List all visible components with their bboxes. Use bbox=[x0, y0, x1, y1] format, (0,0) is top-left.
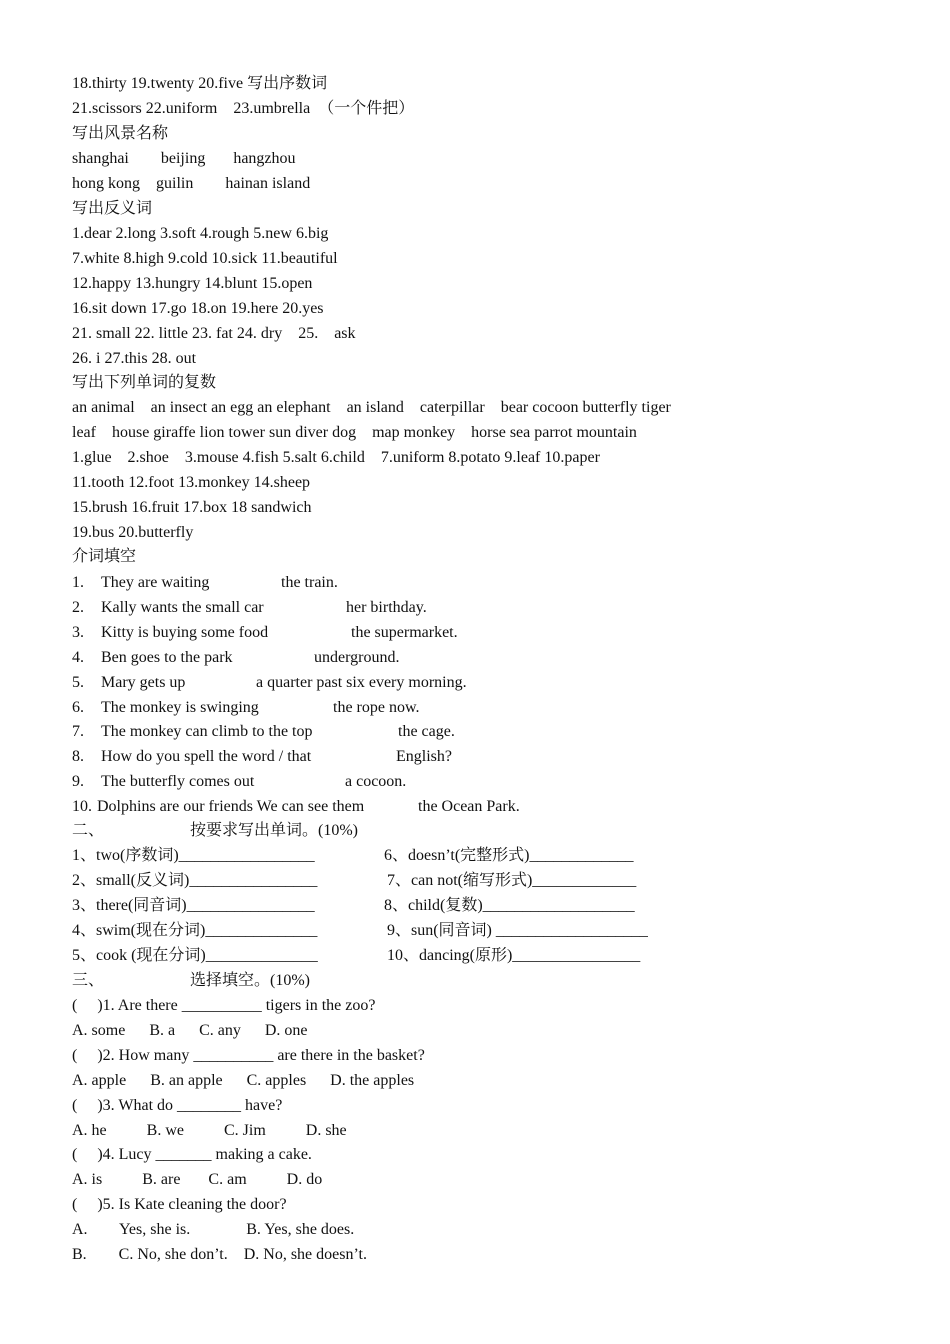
text-line: shanghai beijing hangzhou bbox=[72, 150, 296, 167]
question-stem: ( )2. How many __________ are there in the basket? bbox=[72, 1047, 425, 1064]
item-text-after-blank: underground. bbox=[314, 649, 400, 666]
item-text: Mary gets up bbox=[101, 674, 186, 691]
item-number: 1. bbox=[72, 574, 84, 591]
preposition-item bbox=[72, 671, 772, 695]
section-heading: 介词填空 bbox=[72, 548, 137, 565]
preposition-item bbox=[72, 795, 772, 819]
preposition-item bbox=[72, 621, 772, 645]
question-item: 6、doesn’t(完整形式)_____________ bbox=[384, 847, 634, 864]
preposition-item bbox=[72, 646, 772, 670]
text-line: an animal an insect an egg an elephant an island caterpillar bear cocoon butterfly tiger bbox=[72, 399, 671, 416]
section-2-row bbox=[72, 944, 772, 968]
question-item: 4、swim(现在分词)______________ bbox=[72, 922, 318, 939]
answer-options: A. is B. are C. am D. do bbox=[72, 1171, 323, 1188]
section-number: 三、 bbox=[72, 972, 105, 989]
text-line: 16.sit down 17.go 18.on 19.here 20.yes bbox=[72, 300, 324, 317]
item-text-after-blank: the supermarket. bbox=[351, 624, 458, 641]
item-number: 10. bbox=[72, 798, 92, 815]
item-text-after-blank: her birthday. bbox=[346, 599, 427, 616]
question-item: 7、can not(缩写形式)_____________ bbox=[387, 872, 637, 889]
item-text: They are waiting bbox=[101, 574, 210, 591]
item-text-after-blank: a cocoon. bbox=[345, 773, 407, 790]
answer-options: B. C. No, she don’t. D. No, she doesn’t. bbox=[72, 1246, 367, 1263]
item-number: 6. bbox=[72, 699, 84, 716]
text-line: 15.brush 16.fruit 17.box 18 sandwich bbox=[72, 499, 312, 516]
text-line: 1.dear 2.long 3.soft 4.rough 5.new 6.big bbox=[72, 225, 329, 242]
section-3-header bbox=[72, 969, 772, 993]
item-number: 3. bbox=[72, 624, 84, 641]
preposition-item bbox=[72, 745, 772, 769]
item-text-after-blank: the train. bbox=[281, 574, 338, 591]
item-text: How do you spell the word / that bbox=[101, 748, 312, 765]
question-stem: ( )5. Is Kate cleaning the door? bbox=[72, 1196, 287, 1213]
section-heading: 写出下列单词的复数 bbox=[72, 374, 217, 391]
text-line: 26. i 27.this 28. out bbox=[72, 350, 197, 367]
item-text: Kally wants the small car bbox=[101, 599, 264, 616]
section-2-header bbox=[72, 819, 772, 843]
text-line: leaf house giraffe lion tower sun diver dog map monkey horse sea parrot mountain bbox=[72, 424, 637, 441]
item-number: 8. bbox=[72, 748, 84, 765]
item-text-after-blank: the cage. bbox=[398, 723, 455, 740]
text-line: 12.happy 13.hungry 14.blunt 15.open bbox=[72, 275, 313, 292]
question-stem: ( )4. Lucy _______ making a cake. bbox=[72, 1146, 312, 1163]
question-item: 1、two(序数词)_________________ bbox=[72, 847, 315, 864]
item-text: The butterfly comes out bbox=[101, 773, 255, 790]
preposition-item bbox=[72, 571, 772, 595]
item-text-after-blank: a quarter past six every morning. bbox=[256, 674, 467, 691]
section-heading: 写出风景名称 bbox=[72, 125, 169, 142]
text-line: 1.glue 2.shoe 3.mouse 4.fish 5.salt 6.child 7.uniform 8.potato 9.leaf 10.paper bbox=[72, 449, 600, 466]
section-2-row bbox=[72, 869, 772, 893]
item-number: 2. bbox=[72, 599, 84, 616]
item-number: 9. bbox=[72, 773, 84, 790]
question-item: 3、there(同音词)________________ bbox=[72, 897, 315, 914]
preposition-item bbox=[72, 596, 772, 620]
section-title: 按要求写出单词。(10%) bbox=[190, 822, 358, 839]
item-text: Ben goes to the park bbox=[101, 649, 233, 666]
item-number: 4. bbox=[72, 649, 84, 666]
section-heading: 写出反义词 bbox=[72, 200, 153, 217]
question-stem: ( )3. What do ________ have? bbox=[72, 1097, 283, 1114]
text-line: 18.thirty 19.twenty 20.five 写出序数词 bbox=[72, 75, 328, 92]
section-number: 二、 bbox=[72, 822, 105, 839]
question-item: 2、small(反义词)________________ bbox=[72, 872, 318, 889]
item-text-after-blank: the Ocean Park. bbox=[418, 798, 520, 815]
text-line: 21. small 22. little 23. fat 24. dry 25. ask bbox=[72, 325, 356, 342]
item-text-after-blank: English? bbox=[396, 748, 452, 765]
text-line: hong kong guilin hainan island bbox=[72, 175, 311, 192]
item-text-after-blank: the rope now. bbox=[333, 699, 420, 716]
item-text: Dolphins are our friends We can see them bbox=[97, 798, 365, 815]
preposition-item bbox=[72, 770, 772, 794]
text-line: 19.bus 20.butterfly bbox=[72, 524, 194, 541]
item-text: The monkey is swinging bbox=[101, 699, 259, 716]
preposition-item bbox=[72, 720, 772, 744]
answer-options: A. he B. we C. Jim D. she bbox=[72, 1122, 347, 1139]
text-line: 21.scissors 22.uniform 23.umbrella （一个件把） bbox=[72, 100, 415, 117]
text-line: 7.white 8.high 9.cold 10.sick 11.beautiful bbox=[72, 250, 338, 267]
item-text: The monkey can climb to the top bbox=[101, 723, 313, 740]
section-2-row bbox=[72, 919, 772, 943]
item-number: 5. bbox=[72, 674, 84, 691]
question-stem: ( )1. Are there __________ tigers in the zoo? bbox=[72, 997, 376, 1014]
question-item: 10、dancing(原形)________________ bbox=[387, 947, 641, 964]
answer-options: A. apple B. an apple C. apples D. the apples bbox=[72, 1072, 415, 1089]
answer-options: A. Yes, she is. B. Yes, she does. bbox=[72, 1221, 355, 1238]
question-item: 8、child(复数)___________________ bbox=[384, 897, 635, 914]
answer-options: A. some B. a C. any D. one bbox=[72, 1022, 308, 1039]
text-line: 11.tooth 12.foot 13.monkey 14.sheep bbox=[72, 474, 311, 491]
question-item: 5、cook (现在分词)______________ bbox=[72, 947, 318, 964]
section-title: 选择填空。(10%) bbox=[190, 972, 310, 989]
item-text: Kitty is buying some food bbox=[101, 624, 269, 641]
section-2-row bbox=[72, 844, 772, 868]
preposition-item bbox=[72, 696, 772, 720]
section-2-row bbox=[72, 894, 772, 918]
question-item: 9、sun(同音词) ___________________ bbox=[387, 922, 648, 939]
item-number: 7. bbox=[72, 723, 84, 740]
